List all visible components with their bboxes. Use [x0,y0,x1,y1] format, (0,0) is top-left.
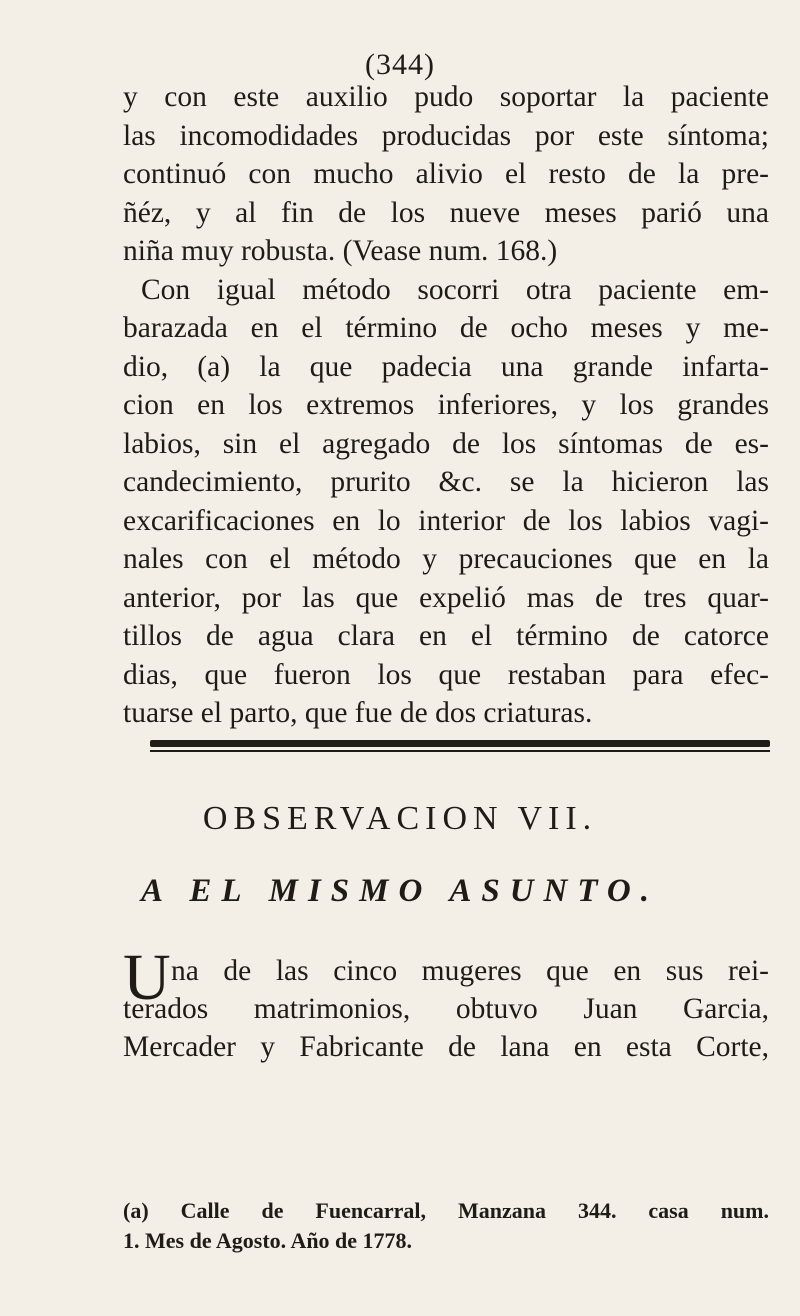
text-line: na de las cinco mugeres que en sus rei- [171,955,769,987]
text-line: dias, que fueron los que restaban para efec- [123,658,769,691]
footnote [123,1196,769,1256]
text-line: y con este auxilio pudo soportar la paciente [123,81,769,113]
page-number: (344) [365,48,435,81]
text-line: las incomodidades producidas por este síntoma; [123,119,769,152]
text-line: tillos de agua clara en el término de catorce [123,620,769,652]
section-divider [150,740,770,752]
text-line: ñéz, y al fin de los nueve meses parió una [123,196,769,229]
second-paragraph [123,940,769,1066]
text-line: anterior, por las que expelió mas de tres quar- [123,581,769,614]
text-line: barazada en el término de ocho meses y me- [123,312,769,344]
divider-thick-rule [150,740,770,747]
text-line: cion en los extremos inferiores, y los grandes [123,389,769,421]
text-line: continuó con mucho alivio el resto de la pre- [123,158,769,190]
main-paragraph [123,78,769,733]
text-line: dio, (a) la que padecia una grande infarta- [123,350,769,383]
drop-cap: U [123,941,171,1014]
text-line: excarificaciones en lo interior de los labios vagi- [123,504,769,537]
text-line: Con igual método socorri otra paciente em- [141,273,769,306]
text-line: terados matrimonios, obtuvo Juan Garcia, [123,993,769,1025]
text-line: Mercader y Fabricante de lana en esta Corte, [123,1031,769,1063]
footnote-line: 1. Mes de Agosto. Año de 1778. [123,1228,413,1253]
text-line: labios, sin el agregado de los síntomas de es- [123,427,769,460]
section-subheading: A EL MISMO ASUNTO. [140,873,660,909]
footnote-line: (a) Calle de Fuencarral, Manzana 344. casa num. [123,1198,769,1223]
divider-thin-rule [150,750,770,752]
text-line: candecimiento, prurito &c. se la hicieron las [123,466,769,498]
text-line: nales con el método y precauciones que en la [123,543,769,575]
text-line: tuarse el parto, que fue de dos criaturas. [123,697,593,729]
section-heading: OBSERVACION VII. [202,800,598,837]
text-line: niña muy robusta. (Vease num. 168.) [123,235,558,267]
